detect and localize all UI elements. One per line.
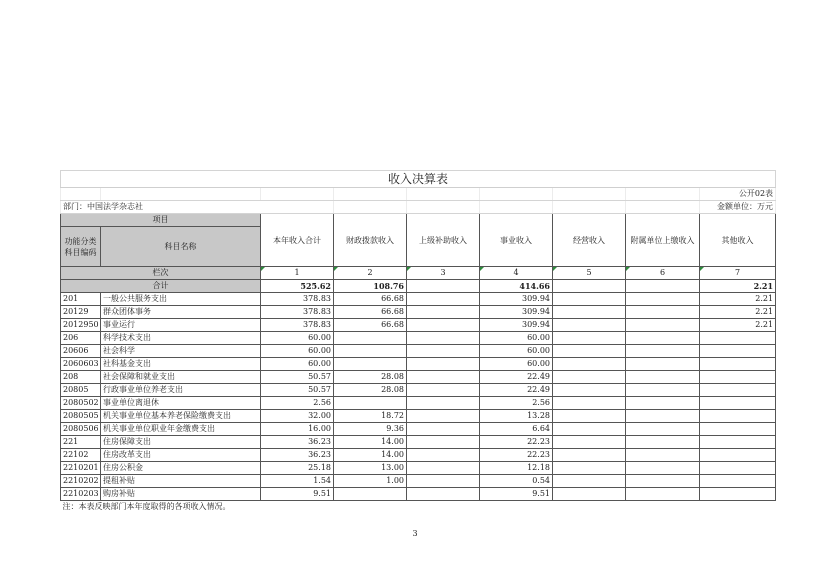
row-value-col-7 bbox=[700, 358, 776, 371]
row-value-col-2: 9.36 bbox=[334, 423, 407, 436]
row-value-col-2: 14.00 bbox=[334, 449, 407, 462]
row-code: 2210201 bbox=[61, 462, 101, 475]
row-value-col-4: 60.00 bbox=[480, 332, 553, 345]
header-col-4: 事业收入 bbox=[480, 214, 553, 267]
total-col-7: 2.21 bbox=[700, 280, 776, 293]
row-subject-name: 提租补贴 bbox=[101, 475, 261, 488]
row-value-col-5 bbox=[553, 488, 626, 501]
row-value-col-4: 60.00 bbox=[480, 358, 553, 371]
row-value-col-3 bbox=[407, 423, 480, 436]
row-value-col-1: 60.00 bbox=[261, 345, 334, 358]
row-value-col-7 bbox=[700, 449, 776, 462]
row-value-col-6 bbox=[626, 384, 700, 397]
row-value-col-7: 2.21 bbox=[700, 293, 776, 306]
row-value-col-2: 13.00 bbox=[334, 462, 407, 475]
total-col-2: 108.76 bbox=[334, 280, 407, 293]
row-value-col-7 bbox=[700, 423, 776, 436]
row-value-col-4: 12.18 bbox=[480, 462, 553, 475]
table-title: 收入决算表 bbox=[61, 171, 776, 188]
row-value-col-4: 9.51 bbox=[480, 488, 553, 501]
row-value-col-4: 22.23 bbox=[480, 449, 553, 462]
row-value-col-7 bbox=[700, 345, 776, 358]
row-value-col-5 bbox=[553, 397, 626, 410]
header-col-3: 上级补助收入 bbox=[407, 214, 480, 267]
row-value-col-2: 66.68 bbox=[334, 306, 407, 319]
row-value-col-4: 6.64 bbox=[480, 423, 553, 436]
header-col-6: 附属单位上缴收入 bbox=[626, 214, 700, 267]
index-label: 栏次 bbox=[61, 267, 261, 280]
header-subject-name: 科目名称 bbox=[101, 227, 261, 267]
row-value-col-6 bbox=[626, 410, 700, 423]
row-subject-name: 机关事业单位职业年金缴费支出 bbox=[101, 423, 261, 436]
row-value-col-7 bbox=[700, 384, 776, 397]
row-value-col-1: 36.23 bbox=[261, 436, 334, 449]
row-code: 2210203 bbox=[61, 488, 101, 501]
row-value-col-3 bbox=[407, 449, 480, 462]
row-value-col-6 bbox=[626, 488, 700, 501]
row-value-col-6 bbox=[626, 397, 700, 410]
row-value-col-4: 22.23 bbox=[480, 436, 553, 449]
table-row bbox=[61, 332, 776, 345]
total-col-4: 414.66 bbox=[480, 280, 553, 293]
row-value-col-5 bbox=[553, 371, 626, 384]
total-col-6 bbox=[626, 280, 700, 293]
row-value-col-1: 1.54 bbox=[261, 475, 334, 488]
row-code: 2080505 bbox=[61, 410, 101, 423]
row-value-col-4: 0.54 bbox=[480, 475, 553, 488]
total-col-3 bbox=[407, 280, 480, 293]
row-value-col-7 bbox=[700, 410, 776, 423]
row-subject-name: 住房保障支出 bbox=[101, 436, 261, 449]
table-note: 注：本表反映部门本年度取得的各项收入情况。 bbox=[61, 501, 776, 514]
row-value-col-7 bbox=[700, 462, 776, 475]
row-value-col-1: 378.83 bbox=[261, 319, 334, 332]
index-col-6: 6 bbox=[626, 267, 700, 280]
row-value-col-7 bbox=[700, 436, 776, 449]
row-value-col-1: 60.00 bbox=[261, 358, 334, 371]
income-final-accounts-table bbox=[60, 170, 775, 513]
row-value-col-6 bbox=[626, 462, 700, 475]
table-row bbox=[61, 488, 776, 501]
total-label: 合计 bbox=[61, 280, 261, 293]
row-value-col-2: 66.68 bbox=[334, 319, 407, 332]
header-col-2: 财政拨款收入 bbox=[334, 214, 407, 267]
row-value-col-6 bbox=[626, 423, 700, 436]
table-row bbox=[61, 371, 776, 384]
row-subject-name: 住房公积金 bbox=[101, 462, 261, 475]
row-value-col-2: 28.08 bbox=[334, 371, 407, 384]
row-value-col-5 bbox=[553, 449, 626, 462]
row-value-col-2: 14.00 bbox=[334, 436, 407, 449]
table-row bbox=[61, 462, 776, 475]
row-value-col-2 bbox=[334, 332, 407, 345]
row-value-col-1: 2.56 bbox=[261, 397, 334, 410]
row-code: 206 bbox=[61, 332, 101, 345]
row-code: 2080506 bbox=[61, 423, 101, 436]
row-value-col-5 bbox=[553, 345, 626, 358]
table-row bbox=[61, 293, 776, 306]
row-subject-name: 行政事业单位养老支出 bbox=[101, 384, 261, 397]
row-value-col-5 bbox=[553, 462, 626, 475]
row-code: 20129 bbox=[61, 306, 101, 319]
row-value-col-2: 28.08 bbox=[334, 384, 407, 397]
row-value-col-3 bbox=[407, 358, 480, 371]
row-value-col-1: 60.00 bbox=[261, 332, 334, 345]
row-value-col-3 bbox=[407, 371, 480, 384]
row-subject-name: 群众团体事务 bbox=[101, 306, 261, 319]
row-value-col-5 bbox=[553, 436, 626, 449]
row-value-col-1: 378.83 bbox=[261, 293, 334, 306]
row-value-col-6 bbox=[626, 332, 700, 345]
row-value-col-5 bbox=[553, 332, 626, 345]
row-value-col-7: 2.21 bbox=[700, 306, 776, 319]
row-value-col-4: 60.00 bbox=[480, 345, 553, 358]
row-code: 221 bbox=[61, 436, 101, 449]
row-value-col-3 bbox=[407, 410, 480, 423]
row-value-col-1: 9.51 bbox=[261, 488, 334, 501]
row-code: 201 bbox=[61, 293, 101, 306]
header-item: 项目 bbox=[61, 214, 261, 227]
row-code: 2060603 bbox=[61, 358, 101, 371]
table-row bbox=[61, 410, 776, 423]
total-col-5 bbox=[553, 280, 626, 293]
row-code: 208 bbox=[61, 371, 101, 384]
row-code: 2210202 bbox=[61, 475, 101, 488]
row-value-col-1: 378.83 bbox=[261, 306, 334, 319]
row-value-col-6 bbox=[626, 319, 700, 332]
row-subject-name: 社会保障和就业支出 bbox=[101, 371, 261, 384]
row-value-col-7 bbox=[700, 397, 776, 410]
row-code: 20606 bbox=[61, 345, 101, 358]
table-row bbox=[61, 449, 776, 462]
header-col-1: 本年收入合计 bbox=[261, 214, 334, 267]
header-col-7: 其他收入 bbox=[700, 214, 776, 267]
total-col-1: 525.62 bbox=[261, 280, 334, 293]
header-func-code: 功能分类科目编码 bbox=[61, 227, 101, 267]
row-value-col-3 bbox=[407, 462, 480, 475]
row-value-col-1: 50.57 bbox=[261, 384, 334, 397]
row-value-col-6 bbox=[626, 371, 700, 384]
page-number: 3 bbox=[412, 529, 418, 538]
row-value-col-2: 1.00 bbox=[334, 475, 407, 488]
row-value-col-2 bbox=[334, 397, 407, 410]
row-value-col-4: 22.49 bbox=[480, 384, 553, 397]
row-value-col-3 bbox=[407, 293, 480, 306]
row-code: 2080502 bbox=[61, 397, 101, 410]
row-code: 22102 bbox=[61, 449, 101, 462]
table-row bbox=[61, 358, 776, 371]
row-subject-name: 社科基金支出 bbox=[101, 358, 261, 371]
row-value-col-3 bbox=[407, 488, 480, 501]
row-code: 20805 bbox=[61, 384, 101, 397]
table-row bbox=[61, 436, 776, 449]
row-value-col-3 bbox=[407, 397, 480, 410]
row-value-col-1: 16.00 bbox=[261, 423, 334, 436]
header-col-5: 经营收入 bbox=[553, 214, 626, 267]
row-value-col-4: 309.94 bbox=[480, 319, 553, 332]
row-value-col-3 bbox=[407, 475, 480, 488]
table-row bbox=[61, 319, 776, 332]
row-value-col-7 bbox=[700, 475, 776, 488]
row-subject-name: 社会科学 bbox=[101, 345, 261, 358]
index-col-7: 7 bbox=[700, 267, 776, 280]
row-subject-name: 事业单位离退休 bbox=[101, 397, 261, 410]
row-value-col-2: 66.68 bbox=[334, 293, 407, 306]
row-value-col-5 bbox=[553, 293, 626, 306]
index-col-4: 4 bbox=[480, 267, 553, 280]
row-subject-name: 一般公共服务支出 bbox=[101, 293, 261, 306]
row-subject-name: 购房补贴 bbox=[101, 488, 261, 501]
table-row bbox=[61, 397, 776, 410]
row-value-col-5 bbox=[553, 358, 626, 371]
index-col-3: 3 bbox=[407, 267, 480, 280]
row-value-col-2 bbox=[334, 488, 407, 501]
row-value-col-7: 2.21 bbox=[700, 319, 776, 332]
row-value-col-6 bbox=[626, 475, 700, 488]
row-subject-name: 住房改革支出 bbox=[101, 449, 261, 462]
row-code: 2012950 bbox=[61, 319, 101, 332]
row-subject-name: 事业运行 bbox=[101, 319, 261, 332]
row-value-col-5 bbox=[553, 423, 626, 436]
row-value-col-5 bbox=[553, 319, 626, 332]
row-value-col-6 bbox=[626, 293, 700, 306]
table-row bbox=[61, 384, 776, 397]
form-number: 公开02表 bbox=[700, 188, 776, 201]
row-value-col-2: 18.72 bbox=[334, 410, 407, 423]
row-value-col-6 bbox=[626, 345, 700, 358]
index-col-1: 1 bbox=[261, 267, 334, 280]
row-subject-name: 科学技术支出 bbox=[101, 332, 261, 345]
row-value-col-4: 309.94 bbox=[480, 293, 553, 306]
row-value-col-5 bbox=[553, 410, 626, 423]
row-value-col-6 bbox=[626, 306, 700, 319]
row-value-col-5 bbox=[553, 384, 626, 397]
row-value-col-3 bbox=[407, 436, 480, 449]
row-value-col-7 bbox=[700, 488, 776, 501]
index-col-5: 5 bbox=[553, 267, 626, 280]
row-value-col-3 bbox=[407, 306, 480, 319]
unit-label: 金额单位：万元 bbox=[700, 201, 776, 214]
table-row bbox=[61, 423, 776, 436]
row-value-col-2 bbox=[334, 358, 407, 371]
row-value-col-5 bbox=[553, 475, 626, 488]
table-row bbox=[61, 306, 776, 319]
row-value-col-6 bbox=[626, 449, 700, 462]
department-label: 部门：中国法学杂志社 bbox=[61, 201, 334, 214]
table-row bbox=[61, 475, 776, 488]
row-value-col-3 bbox=[407, 345, 480, 358]
row-value-col-3 bbox=[407, 384, 480, 397]
row-value-col-3 bbox=[407, 332, 480, 345]
row-value-col-1: 36.23 bbox=[261, 449, 334, 462]
row-subject-name: 机关事业单位基本养老保险缴费支出 bbox=[101, 410, 261, 423]
row-value-col-4: 13.28 bbox=[480, 410, 553, 423]
row-value-col-4: 22.49 bbox=[480, 371, 553, 384]
row-value-col-6 bbox=[626, 436, 700, 449]
row-value-col-3 bbox=[407, 319, 480, 332]
row-value-col-4: 2.56 bbox=[480, 397, 553, 410]
row-value-col-1: 32.00 bbox=[261, 410, 334, 423]
row-value-col-4: 309.94 bbox=[480, 306, 553, 319]
table-row bbox=[61, 345, 776, 358]
index-col-2: 2 bbox=[334, 267, 407, 280]
row-value-col-2 bbox=[334, 345, 407, 358]
row-value-col-1: 50.57 bbox=[261, 371, 334, 384]
row-value-col-5 bbox=[553, 306, 626, 319]
row-value-col-1: 25.18 bbox=[261, 462, 334, 475]
row-value-col-6 bbox=[626, 358, 700, 371]
row-value-col-7 bbox=[700, 371, 776, 384]
row-value-col-7 bbox=[700, 332, 776, 345]
